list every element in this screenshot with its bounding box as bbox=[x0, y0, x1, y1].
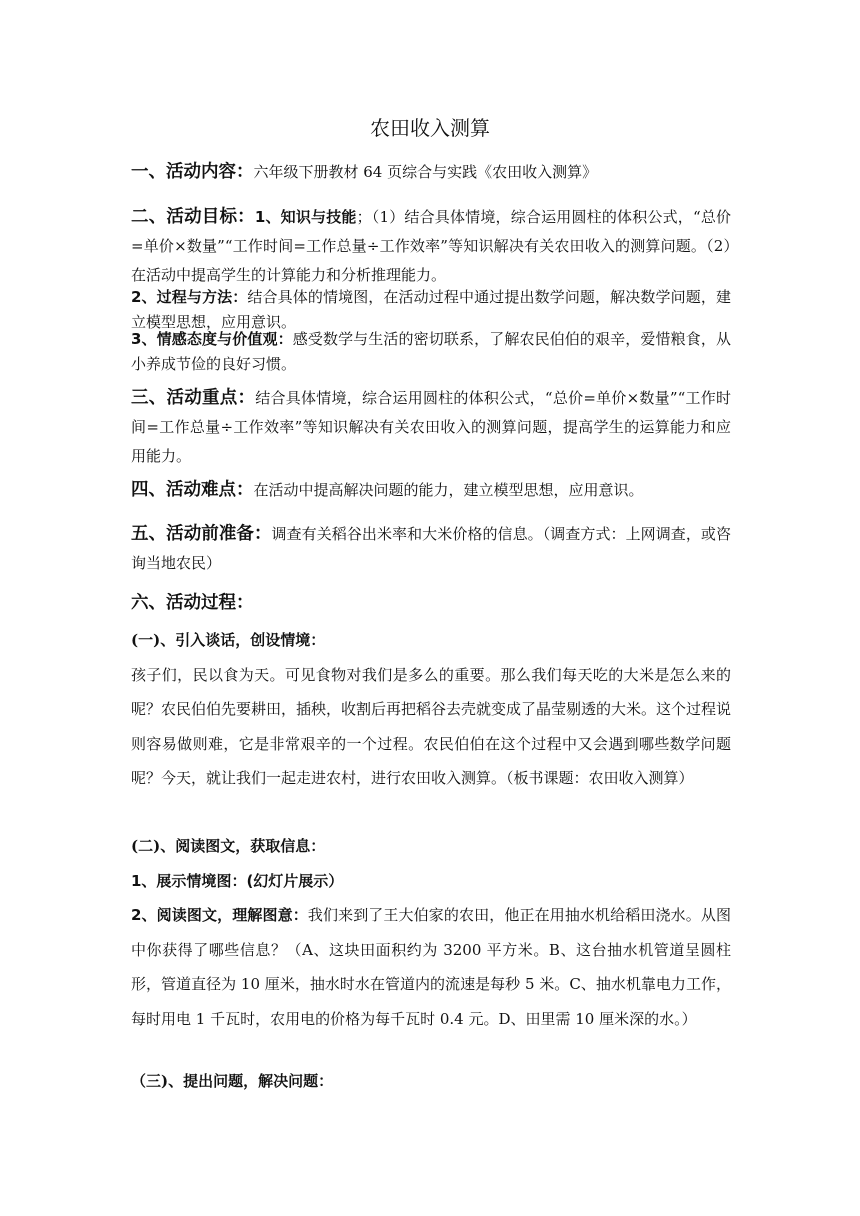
step-intro bbox=[131, 623, 731, 796]
step-heading: (一)、引入谈话，创设情境： bbox=[131, 631, 326, 649]
goal-emotion-label: 3、情感态度与价值观： bbox=[131, 330, 293, 348]
section-text: 六年级下册教材 64 页综合与实践《农田收入测算》 bbox=[253, 163, 598, 181]
section-difficulties bbox=[131, 476, 731, 505]
section-text: 结合具体情境，综合运用圆柱的体积公式，“总价=单价×数量”“工作时间=工作总量÷工作效率”等知识解决有关农田收入的测算问题，提高学生的运算能力和应用能力。 bbox=[131, 389, 732, 465]
step-reading bbox=[131, 829, 731, 1036]
section-text: 调查有关稻谷出米率和大米价格的信息。（调查方式：上网调查，或咨询当地农民） bbox=[131, 525, 731, 572]
goal-emotion bbox=[131, 327, 731, 377]
section-process bbox=[131, 589, 731, 618]
section-heading: 五、活动前准备： bbox=[131, 524, 272, 544]
goal-process-label: 2、过程与方法： bbox=[131, 288, 248, 306]
goal-knowledge-label: 1、知识与技能 bbox=[254, 208, 357, 226]
step-item-2-text: 我们来到了王大伯家的农田，他正在用抽水机给稻田浇水。从图中你获得了哪些信息？（A、这块田面积约为 3200 平方米。B、这台抽水机管道呈圆柱形，管道直径为 10 厘米，抽水时水在管道内的流速是每秒 5 米。C、抽水机靠电力工作，每时用电 1 千瓦时，农用电的价格为每千瓦时 0.4 元。D、田里需 10 厘米深的水。） bbox=[131, 906, 731, 1028]
section-heading: 六、活动过程： bbox=[131, 593, 254, 613]
step-item-2-label: 2、阅读图文，理解图意： bbox=[131, 906, 308, 924]
goal-emotion-text: 感受数学与生活的密切联系，了解农民伯伯的艰辛，爱惜粮食，从小养成节俭的良好习惯。 bbox=[131, 330, 731, 373]
goal-process-text: 结合具体的情境图，在活动过程中通过提出数学问题，解决数学问题，建立模型思想，应用意识。 bbox=[131, 288, 731, 331]
section-heading: 一、活动内容： bbox=[131, 162, 254, 182]
section-heading: 四、活动难点： bbox=[131, 480, 254, 500]
step-problems bbox=[131, 1064, 731, 1099]
goal-knowledge-text: ；（1）结合具体情境，综合运用圆柱的体积公式，“总价=单价×数量”“工作时间=工作总量÷工作效率”等知识解决有关农田收入的测算问题。（2）在活动中提高学生的计算能力和分析推理能力。 bbox=[131, 208, 732, 284]
step-heading: (二)、阅读图文，获取信息： bbox=[131, 837, 326, 855]
document-title: 农田收入测算 bbox=[370, 116, 490, 140]
step-item-1: 1、展示情境图：(幻灯片展示） bbox=[131, 871, 344, 890]
section-activity-content bbox=[131, 158, 731, 187]
section-text: 在活动中提高解决问题的能力，建立模型思想，应用意识。 bbox=[253, 481, 644, 499]
step-heading: （三)、提出问题，解决问题： bbox=[131, 1072, 334, 1090]
section-heading: 二、活动目标： bbox=[131, 207, 255, 227]
section-key-points bbox=[131, 384, 731, 471]
section-preparation bbox=[131, 520, 731, 578]
step-text: 孩子们，民以食为天。可见食物对我们是多么的重要。那么我们每天吃的大米是怎么来的呢？农民伯伯先要耕田，插秧，收割后再把稻谷去壳就变成了晶莹剔透的大米。这个过程说则容易做则难，它是非常艰辛的一个过程。农民伯伯在这个过程中又会遇到哪些数学问题呢？今天，就让我们一起走进农村，进行农田收入测算。（板书课题：农田收入测算） bbox=[131, 665, 732, 787]
section-heading: 三、活动重点： bbox=[131, 388, 256, 408]
section-activity-goals bbox=[131, 203, 731, 290]
